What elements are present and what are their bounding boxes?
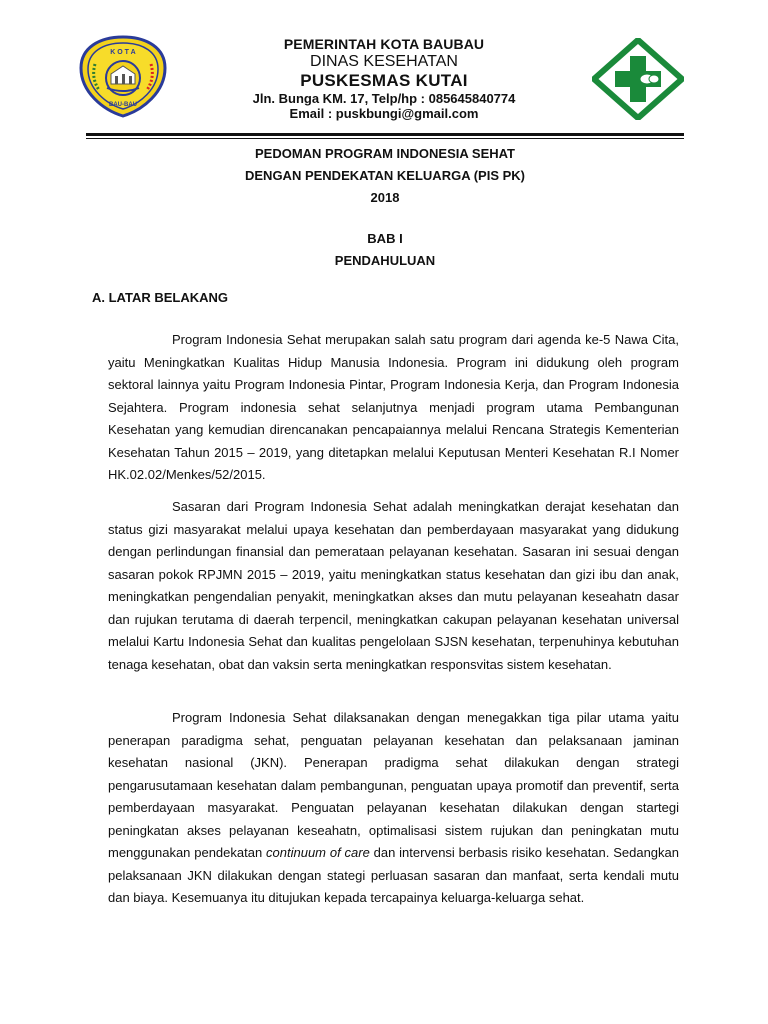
letterhead-text	[200, 36, 568, 121]
paragraph-1-text: Program Indonesia Sehat merupakan salah satu program dari agenda ke-5 Nawa Cita, yaitu Meningkatkan Kualitas Hidup Manusia Indonesia. Program ini didukung oleh program sektoral lainnya yaitu Program Indonesia Pintar, Program Indonesia Kerja, dan Program Indonesia Sejahtera. Program indonesia sehat selanjutnya menjadi program utama Pembangunan Kesehatan yang kemudian direncanakan pencapaiannya melalui Rencana Strategis Kementerian Kesehatan Tahun 2015 – 2019, yang ditetapkan melalui Keputusan Menteri Kesehatan R.I Nomer HK.02.02/Menkes/52/2015.	[108, 332, 679, 482]
email-line: Email : puskbungi@gmail.com	[289, 106, 479, 121]
letterhead-divider-thick	[86, 133, 684, 136]
document-title-line-1: PEDOMAN PROGRAM INDONESIA SEHAT	[254, 146, 515, 161]
paragraph-3-text-b: dan intervensi berbasis risiko kesehatan. Sedangkan pelaksanaan JKN dilakukan dengan stategi perluasan sasaran dan manfaat, serta kendali mutu dan biaya. Kesemuanya itu ditujukan kepada tercapainya keluarga-keluarga sehat.	[108, 845, 679, 905]
emblem-text-bottom: BAU-BAU	[109, 102, 137, 108]
paragraph-3-italic-term: continuum of care	[266, 845, 370, 860]
chapter-title: PENDAHULUAN	[334, 253, 436, 268]
emblem-text-top: K O T A	[110, 49, 136, 56]
paragraph-1	[108, 329, 679, 487]
chapter-number: BAB I	[367, 231, 403, 246]
paragraph-3-text-a: Program Indonesia Sehat dilaksanakan dengan menegakkan tiga pilar utama yaitu penerapan paradigma sehat, penguatan pelayanan kesehatan dan pelaksanaan jaminan kesehatan nasional (JKN). Penerapan pradigma sehat dilakukan dengan strategi pengarusutamaan kesehatan dalam pembangunan, penguatan upaya promotif dan preventif, serta pemberdayaan masyarakat. Penguatan pelayanan kesehatan dilakukan dengan startegi peningkatan akses pelayanan keseahatn, optimalisasi sistem rujukan dan peningkatan mutu menggunakan pendekatan	[108, 710, 679, 860]
paragraph-2-text: Sasaran dari Program Indonesia Sehat adalah meningkatkan derajat kesehatan dan status gizi masyarakat melalui upaya kesehatan dan pemberdayaan masyarakat yang didukung dengan perlindungan finansial dan pemerataan pelayanan kesehatan. Sasaran ini sesuai dengan sasaran pokok RPJMN 2015 – 2019, yaitu meningkatkan status kesehatan dan gizi ibu dan anak, meningkatkan pengendalian penyakit, meningkatkan akses dan mutu pelayanan keseahatn dasar dan rujukan terutama di daerah terpencil, meningkatkan cakupan pelayanan kesehatan universal melalui Kartu Indonesia Sehat dan kualitas pengelolaan SJSN kesehatan, terpenuhinya kebutuhan tenaga kesehatan, obat dan vaksin serta meningkatkan responsvitas sistem kesehatan.	[108, 499, 679, 672]
letterhead	[0, 0, 768, 140]
kota-baubau-emblem-icon	[77, 34, 169, 118]
document-year: 2018	[370, 190, 400, 205]
agency-name: DINAS KESEHATAN	[310, 53, 458, 70]
section-heading: A. LATAR BELAKANG	[92, 290, 229, 305]
puskesmas-name: PUSKESMAS KUTAI	[300, 71, 468, 90]
government-name: PEMERINTAH KOTA BAUBAU	[283, 36, 485, 52]
address-line: Jln. Bunga KM. 17, Telp/hp : 085645840774	[252, 91, 516, 106]
puskesmas-green-cross-icon	[592, 38, 684, 120]
document-title-block	[86, 143, 684, 272]
letterhead-divider-thin	[86, 138, 684, 139]
document-title-line-2: DENGAN PENDEKATAN KELUARGA (PIS PK)	[245, 168, 525, 183]
paragraph-3	[108, 707, 679, 910]
paragraph-2	[108, 496, 679, 676]
